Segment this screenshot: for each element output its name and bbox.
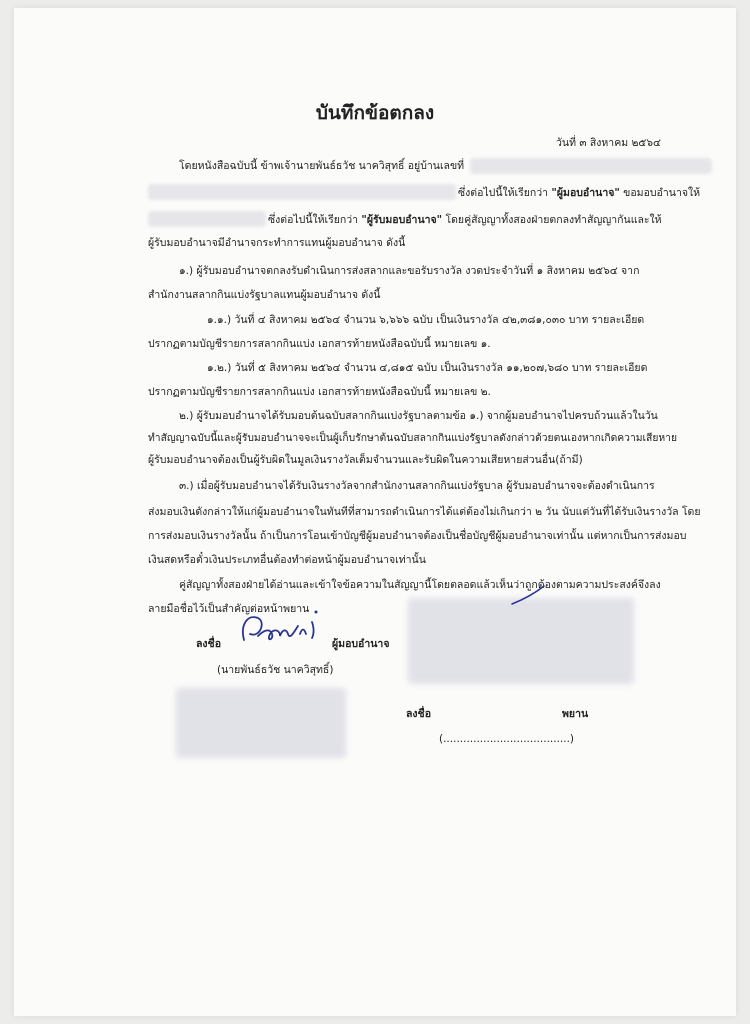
clause-3-line-3: การส่งมอบเงินรางวัลนั้น ถ้าเป็นการโอนเข้าบัญชีผู้มอบอำนาจต้องเป็นชื่อบัญชีผู้มอบอำนาจเท่านั้น แต่หากเป็นการส่งมอบ (148, 530, 687, 542)
clause-2-line-3: ผู้รับมอบอำนาจต้องเป็นผู้รับผิดในมูลเงินรางวัลเต็มจำนวนและรับผิดในความเสียหายส่วนอื่น(ถ้ามี) (148, 454, 583, 466)
document-date: วันที่ ๓ สิงหาคม ๒๕๖๔ (556, 137, 661, 149)
redacted-witness-block (408, 598, 634, 684)
closing-line-2: ลายมือชื่อไว้เป็นสำคัญต่อหน้าพยาน (148, 603, 310, 615)
redacted-grantor-details (148, 184, 456, 200)
clause-3-line-2: ส่งมอบเงินดังกล่าวให้แก่ผู้มอบอำนาจในทันทีที่สามารถดำเนินการได้แต่ต้องไม่เกินกว่า ๒ วัน นับแต่วันที่ได้รับเงินรางวัล โดย (148, 506, 701, 518)
clause-3-line-4: เงินสดหรือตั๋วเงินประเภทอื่นต้องทำต่อหน้าผู้มอบอำนาจเท่านั้น (148, 554, 426, 566)
redacted-grantee-signature (176, 688, 346, 758)
grantor-sign-label: ลงชื่อ (196, 638, 221, 650)
clause-1-1-line-1: ๑.๑.) วันที่ ๔ สิงหาคม ๒๕๖๔ จำนวน ๖,๖๖๖ ฉบับ เป็นเงินรางวัล ๔๒,๓๘๑,๐๓๐ บาท รายละเอียด (207, 314, 645, 326)
clause-3-line-1: ๓.) เมื่อผู้รับมอบอำนาจได้รับเงินรางวัลจากสำนักงานสลากกินแบ่งรัฐบาล ผู้รับมอบอำนาจจะต้องดำเนินการ (179, 480, 655, 492)
clause-1-line-2: สำนักงานสลากกินแบ่งรัฐบาลแทนผู้มอบอำนาจ ดังนี้ (148, 289, 381, 301)
intro-line-2: ซึ่งต่อไปนี้ให้เรียกว่า "ผู้มอบอำนาจ" ขอมอบอำนาจให้ (458, 187, 701, 199)
witness-signature-stroke (508, 584, 548, 608)
clause-2-line-1: ๒.) ผู้รับมอบอำนาจได้รับมอบต้นฉบับสลากกินแบ่งรัฐบาลตามข้อ ๑.) จากผู้มอบอำนาจไปครบถ้วนแล้วในวัน (179, 410, 658, 422)
redacted-address (470, 158, 712, 174)
redacted-grantee-name (148, 211, 266, 227)
grantor-signature (236, 604, 326, 654)
clause-1-1-line-2: ปรากฏตามบัญชีรายการสลากกินแบ่ง เอกสารท้ายหนังสือฉบับนี้ หมายเลข ๑. (148, 338, 491, 350)
witness-sign-label: ลงชื่อ (406, 708, 431, 720)
closing-line-1: คู่สัญญาทั้งสองฝ่ายได้อ่านและเข้าใจข้อความในสัญญานี้โดยตลอดแล้วเห็นว่าถูกต้องตามความประสงค์จึงลง (179, 579, 661, 591)
document-page (14, 8, 736, 1016)
grantor-name: (นายพันธ์ธวัช นาควิสุทธิ์) (217, 664, 334, 676)
intro-line-4: ผู้รับมอบอำนาจมีอำนาจกระทำการแทนผู้มอบอำนาจ ดังนี้ (148, 237, 406, 249)
grantor-role: ผู้มอบอำนาจ (332, 638, 390, 650)
witness-name-blank: (......................................) (439, 733, 575, 745)
witness-role: พยาน (562, 708, 589, 720)
intro-line-1: โดยหนังสือฉบับนี้ ข้าพเจ้านายพันธ์ธวัช นาควิสุทธิ์ อยู่บ้านเลขที่ (179, 160, 465, 172)
document-title: บันทึกข้อตกลง (315, 102, 435, 124)
clause-2-line-2: ทำสัญญาฉบับนี้และผู้รับมอบอำนาจจะเป็นผู้เก็บรักษาต้นฉบับสลากกินแบ่งรัฐบาลดังกล่าวด้วยตนเองหากเกิดความเสียหาย (148, 432, 677, 444)
clause-1-2-line-1: ๑.๒.) วันที่ ๕ สิงหาคม ๒๕๖๔ จำนวน ๔,๘๑๕ ฉบับ เป็นเงินรางวัล ๑๑,๒๐๗,๖๘๐ บาท รายละเอียด (207, 362, 648, 374)
clause-1-line-1: ๑.) ผู้รับมอบอำนาจตกลงรับดำเนินการส่งสลากและขอรับรางวัล งวดประจำวันที่ ๑ สิงหาคม ๒๕๖๔ จาก (179, 265, 640, 277)
clause-1-2-line-2: ปรากฏตามบัญชีรายการสลากกินแบ่ง เอกสารท้ายหนังสือฉบับนี้ หมายเลข ๒. (148, 386, 491, 398)
intro-line-3: ซึ่งต่อไปนี้ให้เรียกว่า "ผู้รับมอบอำนาจ" โดยคู่สัญญาทั้งสองฝ่ายตกลงทำสัญญากันและให้ (268, 214, 662, 226)
